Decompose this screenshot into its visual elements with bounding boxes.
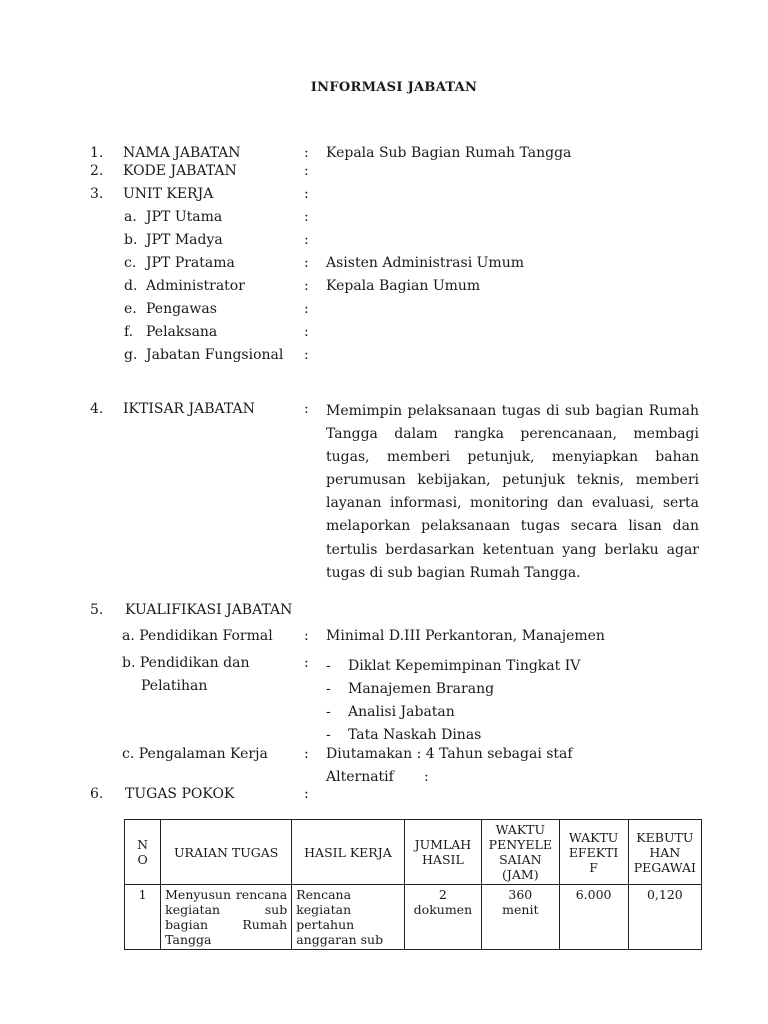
pendidikan-pelatihan-label-cont: Pelatihan [141,678,208,694]
kode-jabatan-label: KODE JABATAN [123,163,237,179]
sub-letter: f. [124,324,134,340]
colon: : [304,163,309,179]
item-number: 2. [90,163,104,179]
header-waktu-efektif: WAKTU EFEKTI F [559,820,628,885]
unit-kerja-label: UNIT KERJA [123,186,214,202]
pelatihan-item: Tata Naskah Dinas [348,727,482,743]
item-number: 4. [90,401,104,417]
sub-letter: b. [124,232,138,248]
pengawas-label: Pengawas [146,301,217,317]
pelaksana-label: Pelaksana [146,324,218,340]
colon: : [304,324,309,340]
administrator-label: Administrator [146,278,245,294]
list-dash: - [326,681,331,697]
pendidikan-pelatihan-label: b. Pendidikan dan [122,655,250,671]
tugas-pokok-table [124,819,702,950]
header-no: N O [125,820,161,885]
header-jumlah-hasil: JUMLAH HASIL [404,820,481,885]
sub-letter: a. [124,209,137,225]
cell-uraian-tugas: Menyusun rencana kegiatan sub bagian Rumah Tangga [161,885,292,950]
jpt-utama-label: JPT Utama [146,209,223,225]
jpt-pratama-value: Asisten Administrasi Umum [326,255,524,271]
cell-jumlah-hasil: 2 dokumen [404,885,481,950]
sub-letter: e. [124,301,137,317]
tugas-pokok-label: TUGAS POKOK [125,786,235,802]
pelatihan-item: Manajemen Brarang [348,681,495,697]
item-number: 1. [90,145,104,161]
sub-letter: c. [124,255,137,271]
colon: : [304,145,309,161]
iktisar-jabatan-text: Memimpin pelaksanaan tugas di sub bagian Rumah Tangga dalam rangka perencanaan, membagi tugas, memberi petunjuk, menyiapkan bahan perumusan kebijakan, petunjuk teknis, memberi layanan informasi, monitoring dan evaluasi, serta melaporkan pelaksanaan tugas secara lisan dan tertulis berdasarkan ketentuan yang berlaku agar tugas di sub bagian Rumah Tangga. [326,403,699,581]
document-title: INFORMASI JABATAN [310,80,478,95]
item-number: 3. [90,186,104,202]
colon: : [304,347,309,363]
pelatihan-item: Diklat Kepemimpinan Tingkat IV [348,658,581,674]
cell-waktu-penyelesaian: 360 menit [482,885,559,950]
colon: : [304,746,309,762]
colon: : [304,232,309,248]
pendidikan-formal-label: a. Pendidikan Formal [122,628,273,644]
header-hasil-kerja: HASIL KERJA [292,820,405,885]
colon: : [304,301,309,317]
item-number: 6. [90,786,104,802]
colon: : [304,786,309,802]
pengalaman-kerja-value: Diutamakan : 4 Tahun sebagai staf [326,746,573,762]
pelatihan-item: Analisi Jabatan [348,704,455,720]
nama-jabatan-label: NAMA JABATAN [123,145,241,161]
colon: : [304,278,309,294]
alternatif-label: Alternatif [326,769,394,785]
table-header-row [125,820,702,885]
cell-kebutuhan-pegawai: 0,120 [628,885,701,950]
header-kebutuhan-pegawai: KEBUTU HAN PEGAWAI [628,820,701,885]
nama-jabatan-value: Kepala Sub Bagian Rumah Tangga [326,145,572,161]
pengalaman-kerja-label: c. Pengalaman Kerja [122,746,268,762]
colon: : [304,628,309,644]
sub-letter: d. [124,278,138,294]
cell-waktu-efektif: 6.000 [559,885,628,950]
table-row [125,885,702,950]
cell-no: 1 [125,885,161,950]
header-waktu-penyelesaian: WAKTU PENYELE SAIAN (JAM) [482,820,559,885]
sub-letter: g. [124,347,138,363]
list-dash: - [326,727,331,743]
colon: : [304,655,309,671]
kualifikasi-jabatan-label: KUALIFIKASI JABATAN [125,602,293,618]
list-dash: - [326,704,331,720]
pendidikan-formal-value: Minimal D.III Perkantoran, Manajemen [326,628,605,644]
colon: : [304,255,309,271]
item-number: 5. [90,602,104,618]
cell-hasil-kerja: Rencana kegiatan pertahun anggaran sub [292,885,405,950]
iktisar-jabatan-label: IKTISAR JABATAN [123,401,255,417]
colon: : [304,186,309,202]
header-uraian-tugas: URAIAN TUGAS [161,820,292,885]
administrator-value: Kepala Bagian Umum [326,278,481,294]
colon: : [424,769,429,785]
jpt-pratama-label: JPT Pratama [146,255,235,271]
colon: : [304,401,309,417]
jabatan-fungsional-label: Jabatan Fungsional [146,347,284,363]
list-dash: - [326,658,331,674]
jpt-madya-label: JPT Madya [146,232,223,248]
colon: : [304,209,309,225]
